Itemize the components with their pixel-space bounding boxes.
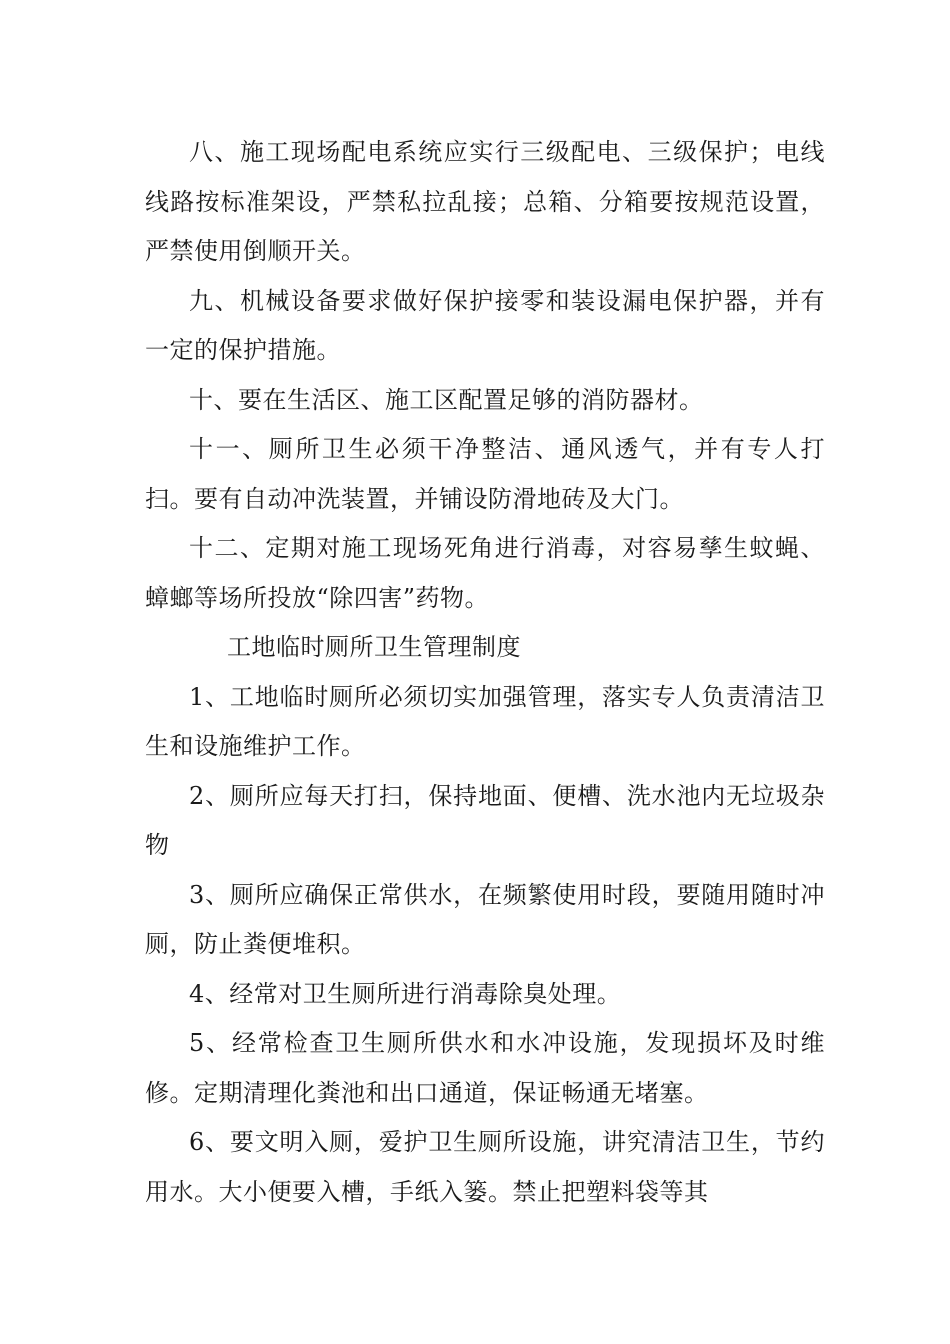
paragraph-item-11: 十一、厕所卫生必须干净整洁、通风透气，并有专人打扫。要有自动冲洗装置，并铺设防滑地砖及大门。 [145,435,825,513]
paragraph-item-12: 十二、定期对施工现场死角进行消毒，对容易孳生蚊蝇、蟑螂等场所投放“除四害”药物。 [145,534,825,612]
document-body [145,128,825,1217]
rule-item-6: 6、要文明入厕，爱护卫生厕所设施，讲究清洁卫生，节约用水。大小便要入槽，手纸入篓。禁止把塑料袋等其 [145,1128,825,1206]
rule-item-1: 1、工地临时厕所必须切实加强管理，落实专人负责清洁卫生和设施维护工作。 [145,682,825,760]
rule-item-2: 2、厕所应每天打扫，保持地面、便槽、洗水池内无垃圾杂物 [145,781,825,859]
paragraph-item-9: 九、机械设备要求做好保护接零和装设漏电保护器，并有一定的保护措施。 [145,286,825,364]
rule-item-5: 5、经常检查卫生厕所供水和水冲设施，发现损坏及时维修。定期清理化粪池和出口通道，保证畅通无堵塞。 [145,1029,825,1107]
rule-item-3: 3、厕所应确保正常供水，在频繁使用时段，要随用随时冲厕，防止粪便堆积。 [145,880,825,958]
paragraph-item-8: 八、施工现场配电系统应实行三级配电、三级保护；电线线路按标准架设，严禁私拉乱接；总箱、分箱要按规范设置，严禁使用倒顺开关。 [145,138,825,265]
rule-item-4: 4、经常对卫生厕所进行消毒除臭处理。 [189,979,622,1008]
section-heading: 工地临时厕所卫生管理制度 [227,633,521,661]
paragraph-item-10: 十、要在生活区、施工区配置足够的消防器材。 [189,385,704,414]
